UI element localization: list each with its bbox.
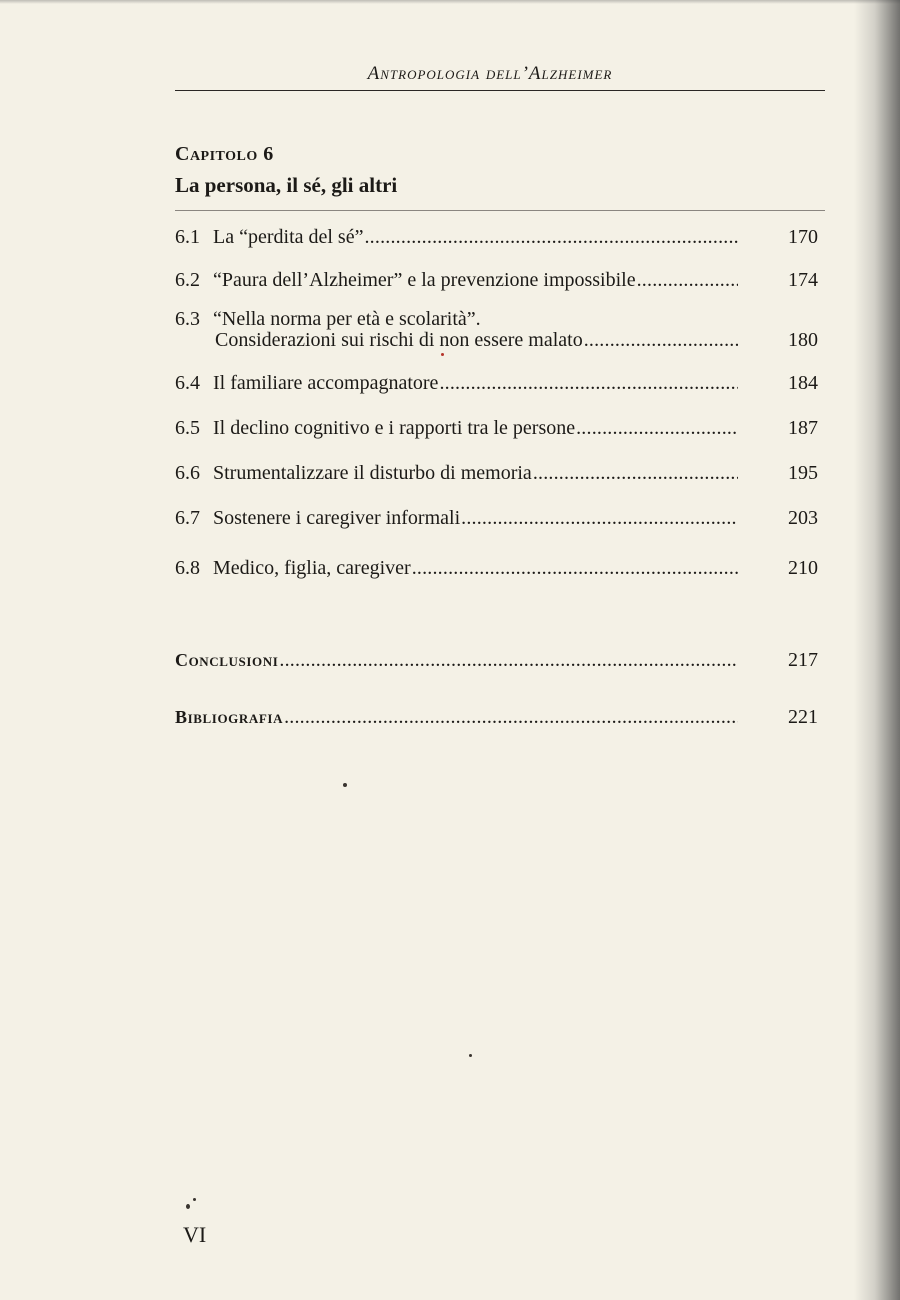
toc-entry bbox=[175, 371, 818, 395]
backmatter-title: Bibliografia bbox=[175, 707, 284, 727]
toc-entry bbox=[175, 416, 818, 440]
entry-page-number: 217 bbox=[788, 649, 818, 671]
toc-entry bbox=[175, 268, 818, 292]
scan-top-edge bbox=[0, 0, 900, 4]
entry-title: “Paura dell’Alzheimer” e la prevenzione impossibile bbox=[213, 269, 636, 291]
entry-title: Medico, figlia, caregiver bbox=[213, 557, 411, 579]
toc-entry bbox=[175, 225, 818, 249]
paper-speck bbox=[441, 353, 444, 356]
dot-leader bbox=[439, 371, 738, 395]
dot-leader bbox=[364, 225, 738, 249]
entry-page-number: 174 bbox=[788, 269, 818, 291]
entry-number: 6.1 bbox=[175, 226, 200, 248]
entry-page-number: 170 bbox=[788, 226, 818, 248]
header-rule bbox=[175, 90, 825, 91]
entry-page-number: 221 bbox=[788, 706, 818, 728]
chapter-label: Capitolo 6 bbox=[175, 143, 274, 165]
toc-backmatter-entry bbox=[175, 648, 818, 672]
entry-page-number: 210 bbox=[788, 557, 818, 579]
toc-entry bbox=[175, 506, 818, 530]
dot-leader bbox=[576, 416, 738, 440]
scan-right-edge-shadow bbox=[854, 0, 900, 1300]
entry-page-number: 195 bbox=[788, 462, 818, 484]
entry-number: 6.4 bbox=[175, 372, 200, 394]
dot-leader bbox=[284, 705, 738, 729]
dot-leader bbox=[533, 461, 738, 485]
paper-speck bbox=[343, 783, 347, 787]
dot-leader bbox=[279, 648, 738, 672]
page-folio: VI bbox=[183, 1222, 207, 1247]
paper-speck bbox=[193, 1198, 196, 1201]
entry-title: Sostenere i caregiver informali bbox=[213, 507, 461, 529]
toc-entry-line-1 bbox=[175, 309, 818, 330]
entry-title: Il familiare accompagnatore bbox=[213, 372, 439, 394]
running-header-title: Antropologia dell’Alzheimer bbox=[367, 63, 613, 84]
entry-page-number: 184 bbox=[788, 372, 818, 394]
entry-title: Il declino cognitivo e i rapporti tra le persone bbox=[213, 417, 576, 439]
dot-leader bbox=[584, 330, 738, 351]
toc-entry bbox=[175, 309, 818, 351]
entry-page-number: 203 bbox=[788, 507, 818, 529]
entry-title: La “perdita del sé” bbox=[213, 226, 364, 248]
entry-number: 6.6 bbox=[175, 462, 200, 484]
entry-number: 6.5 bbox=[175, 417, 200, 439]
paper-speck bbox=[469, 1054, 472, 1057]
entry-page-number: 180 bbox=[788, 329, 818, 351]
entry-number: 6.2 bbox=[175, 269, 200, 291]
chapter-rule bbox=[175, 210, 825, 211]
entry-title: Strumentalizzare il disturbo di memoria bbox=[213, 462, 532, 484]
toc-entry-line-2 bbox=[175, 330, 818, 351]
entry-number: 6.3 bbox=[175, 308, 200, 330]
paper-speck bbox=[186, 1204, 190, 1209]
entry-title: “Nella norma per età e scolarità”. bbox=[213, 308, 481, 330]
entry-page-number: 187 bbox=[788, 417, 818, 439]
toc-entry bbox=[175, 556, 818, 580]
dot-leader bbox=[412, 556, 738, 580]
entry-number: 6.7 bbox=[175, 507, 200, 529]
entry-title-continued: Considerazioni sui rischi di non essere malato bbox=[215, 329, 583, 351]
dot-leader bbox=[461, 506, 738, 530]
dot-leader bbox=[637, 268, 738, 292]
toc-backmatter-entry bbox=[175, 705, 818, 729]
entry-number: 6.8 bbox=[175, 557, 200, 579]
toc-entry bbox=[175, 461, 818, 485]
backmatter-title: Conclusioni bbox=[175, 650, 279, 670]
chapter-title: La persona, il sé, gli altri bbox=[175, 173, 398, 197]
